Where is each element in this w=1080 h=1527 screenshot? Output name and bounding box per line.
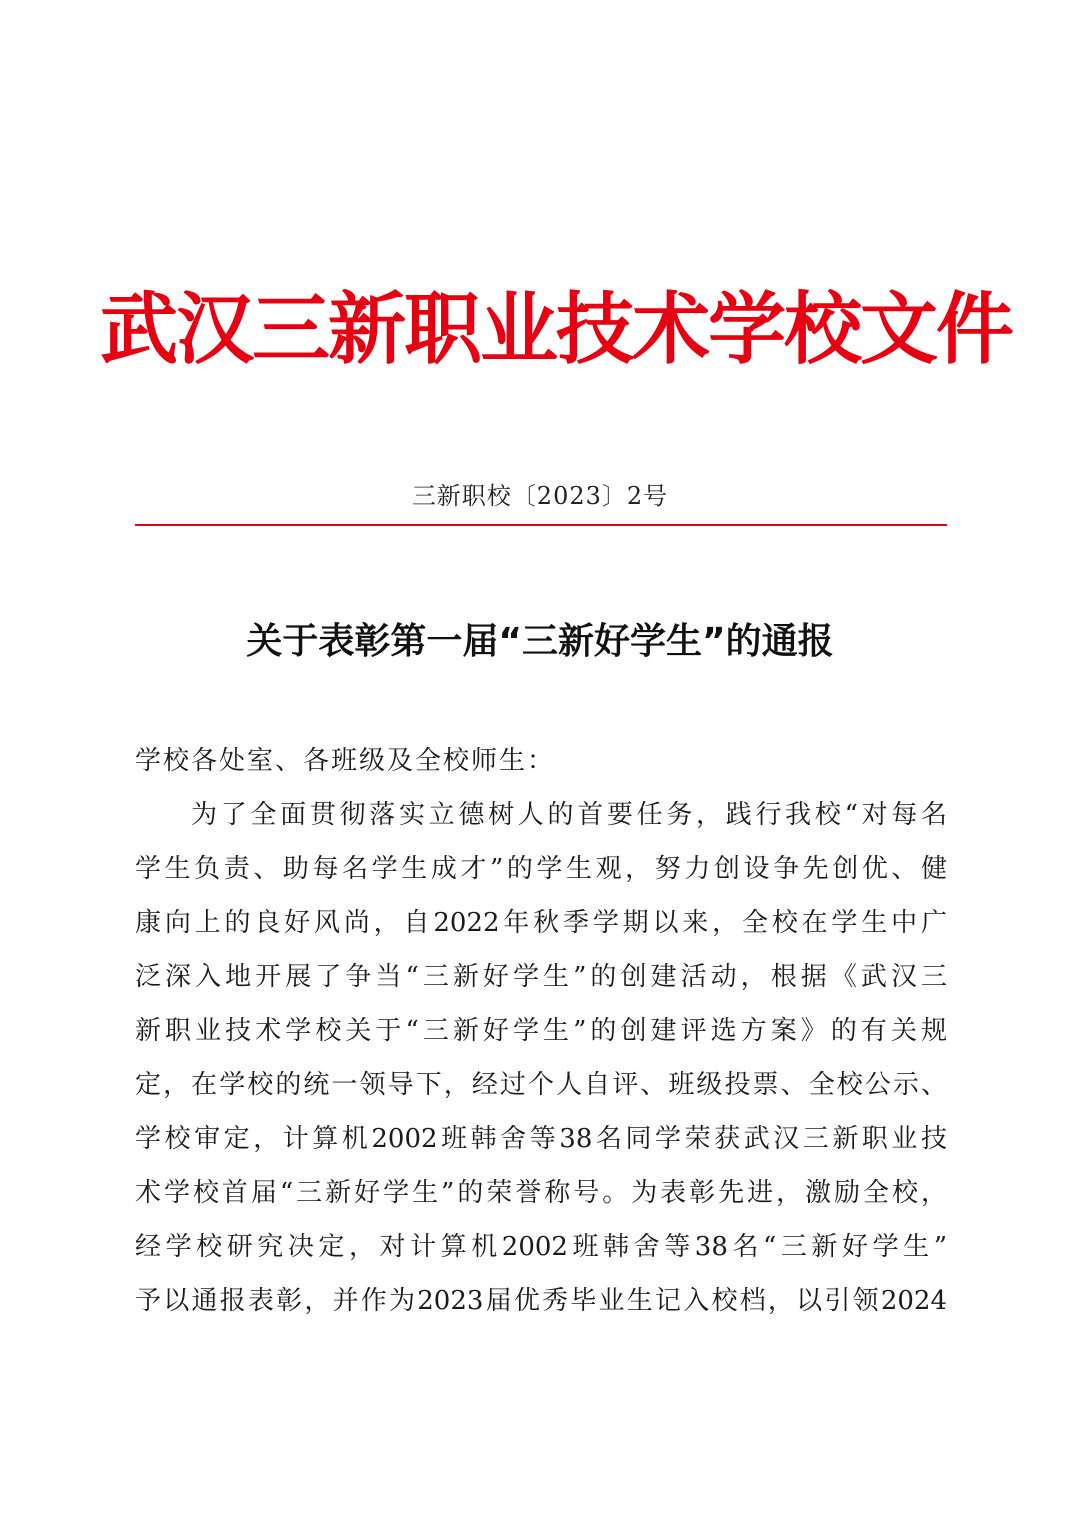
body-line: 新职业技术学校关于“三新好学生”的创建评选方案》的有关规 [135,1016,947,1046]
body-line: 泛深入地开展了争当“三新好学生”的创建活动，根据《武汉三 [135,962,947,992]
red-divider-line [135,524,947,526]
document-number: 三新职校〔2023〕2号 [411,482,669,510]
body-line: 为了全面贯彻落实立德树人的首要任务，践行我校“对每名 [191,800,947,830]
letterhead-title: 武汉三新职业技术学校文件 [100,285,1013,375]
body-line: 定，在学校的统一领导下，经过个人自评、班级投票、全校公示、 [135,1070,947,1100]
body-line: 经学校研究决定，对计算机2002班韩舍等38名“三新好学生” [135,1232,947,1262]
body-line: 学生负责、助每名学生成才”的学生观，努力创设争先创优、健 [135,854,947,884]
body-line: 康向上的良好风尚，自2022年秋季学期以来，全校在学生中广 [135,908,947,938]
body-line: 予以通报表彰，并作为2023届优秀毕业生记入校档，以引领2024 [135,1286,947,1316]
salutation: 学校各处室、各班级及全校师生： [135,746,556,776]
document-title: 关于表彰第一届“三新好学生”的通报 [246,621,834,662]
body-line: 术学校首届“三新好学生”的荣誉称号。为表彰先进，激励全校， [135,1178,947,1208]
body-line: 学校审定，计算机2002班韩舍等38名同学荣获武汉三新职业技 [135,1124,947,1154]
body-paragraph [135,788,947,1328]
